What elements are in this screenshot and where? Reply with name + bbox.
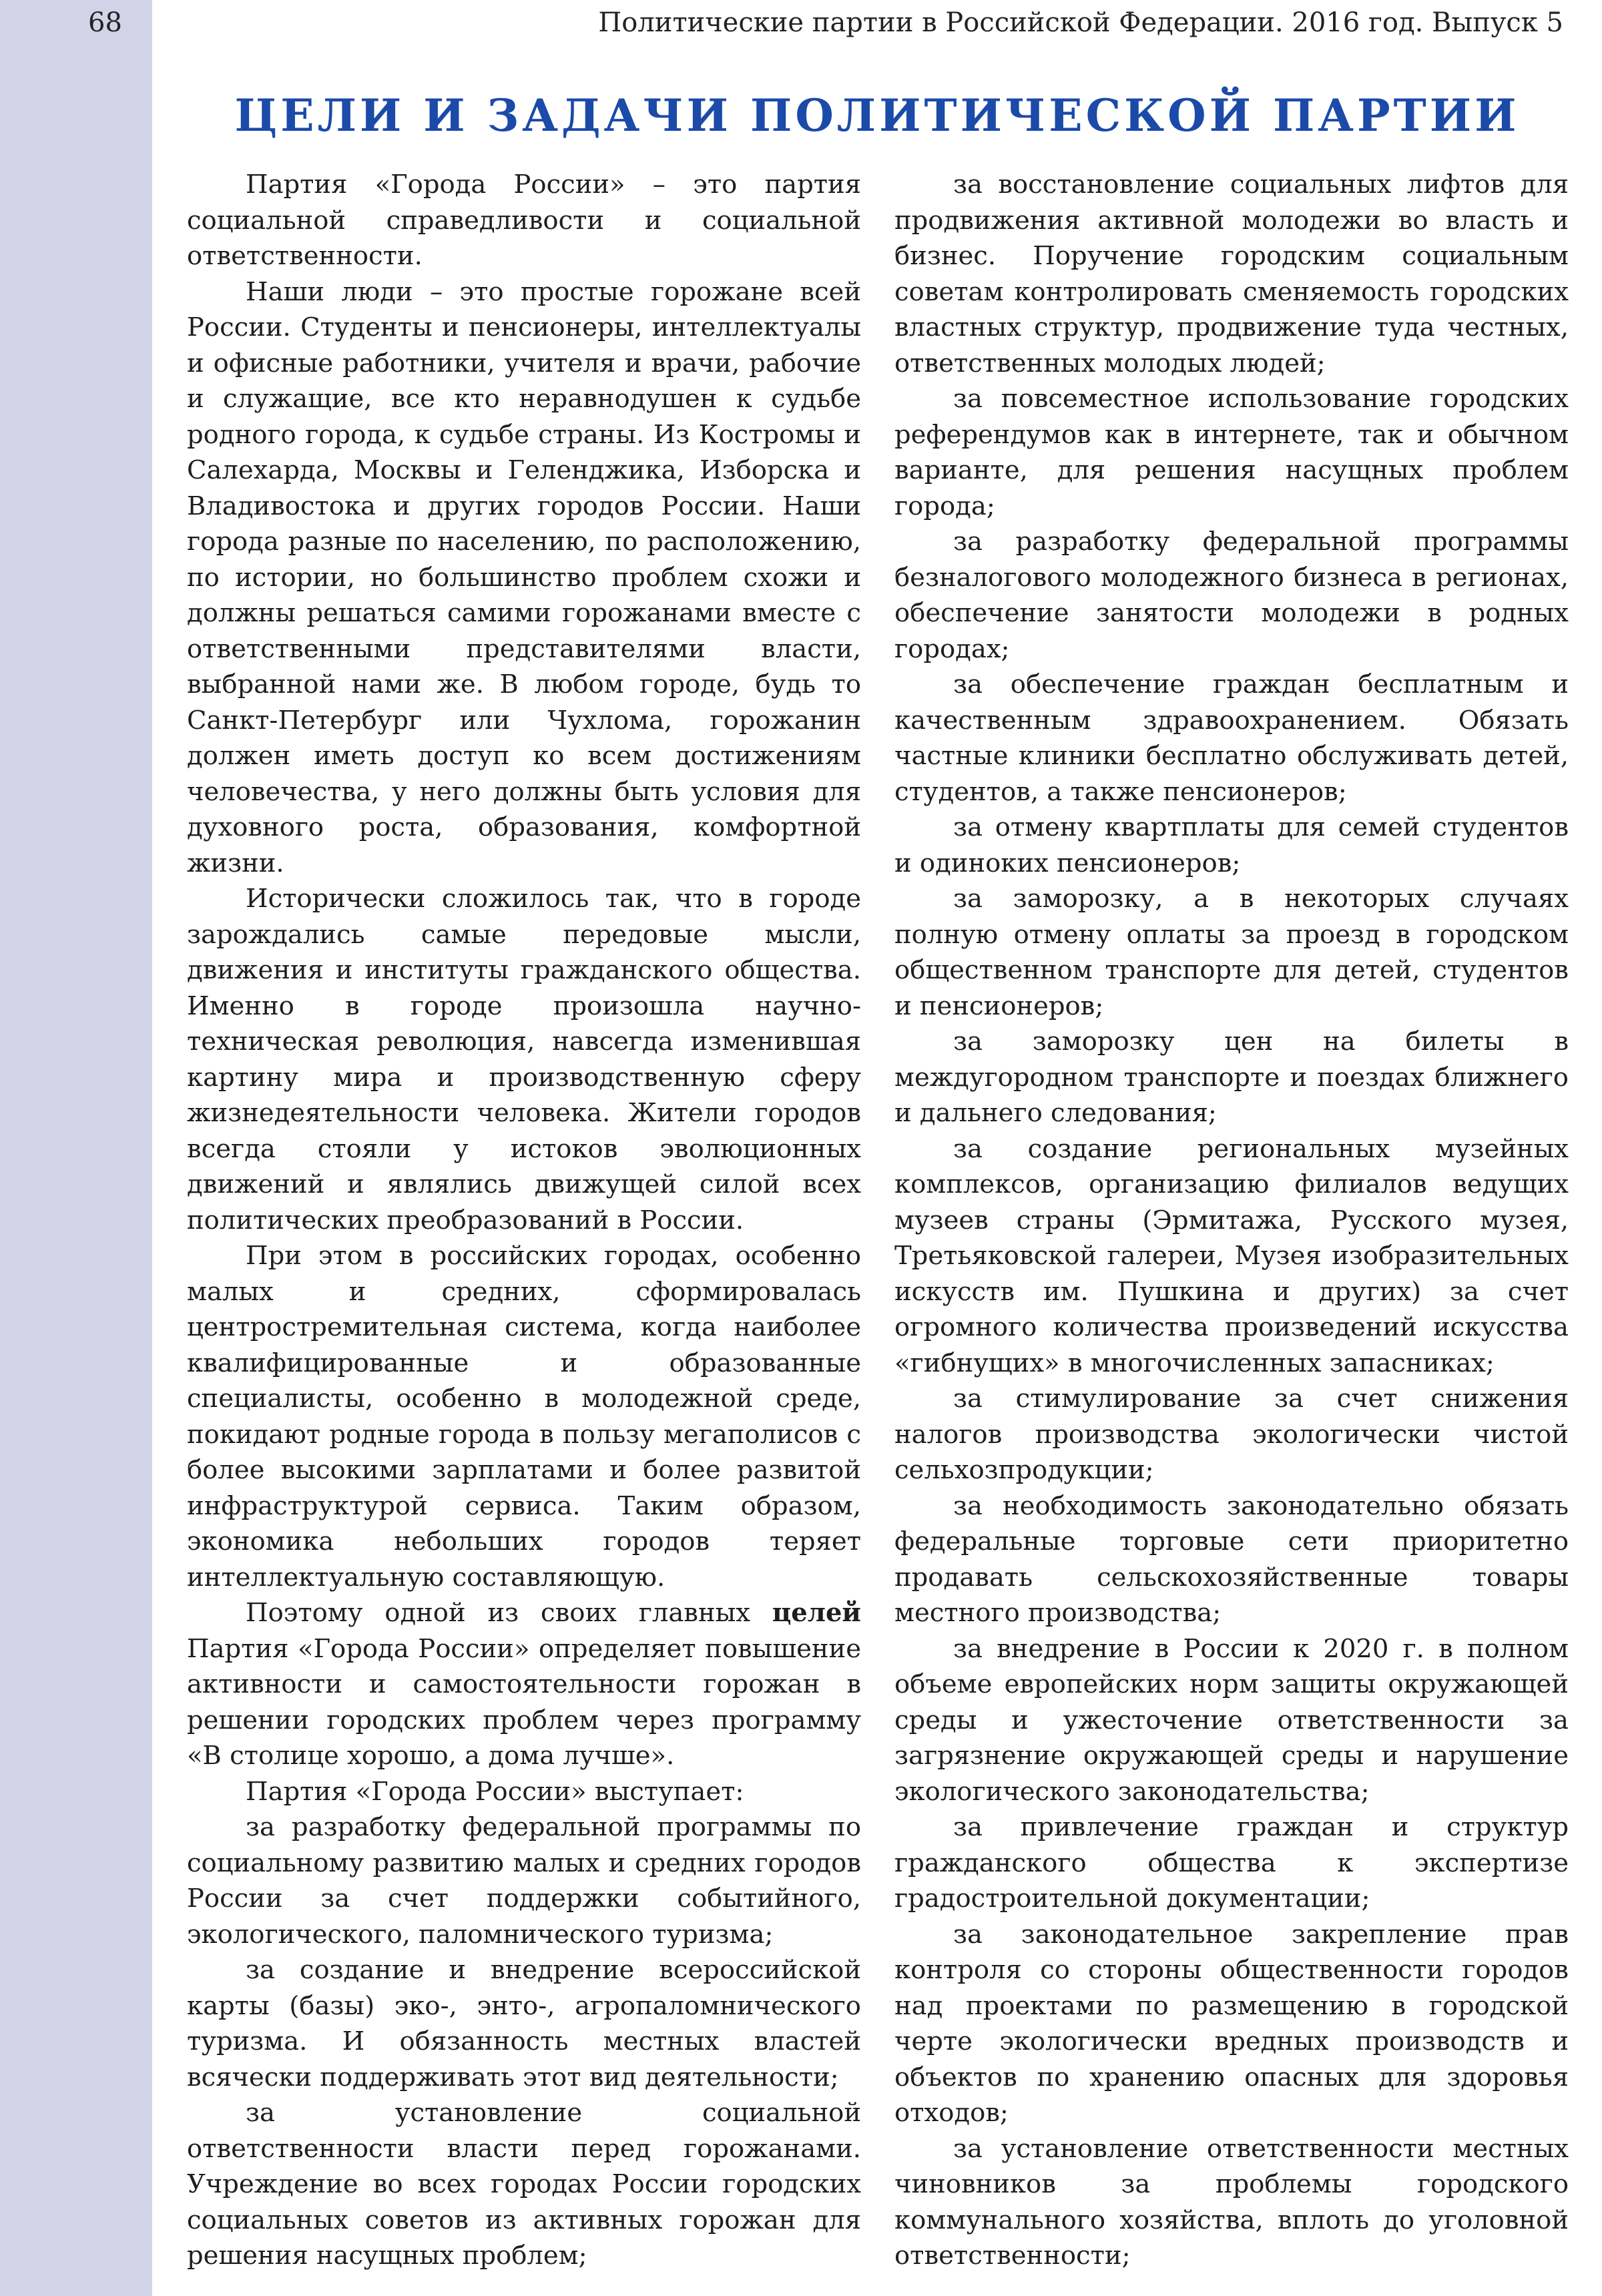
list-item: за заморозку цен на билеты в междугородном транспорте и поездах ближнего и дальнего следования;	[894, 1027, 1569, 1128]
list-item: за отмену квартплаты для семей студентов и одиноких пенсионеров;	[894, 812, 1569, 878]
list-item: за установление ответственности местных чиновников за проблемы городского коммунального хозяйства, вплоть до уголовной ответственности;	[894, 2133, 1569, 2271]
paragraph: Исторически сложилось так, что в городе зарождались самые передовые мысли, движения и институты гражданского общества. Именно в городе произошла научно-техническая революция, навсегда изменившая картину мира и производственную сферу жизнедеятельности человека. Жители городов всегда стояли у истоков эволюционных движений и являлись движущей силой всех политических преобразований в России.	[187, 884, 861, 1235]
paragraph: При этом в российских городах, особенно малых и средних, сформировалась центростремительная система, когда наиболее квалифицированные и образованные специалисты, особенно в молодежной среде, покидают родные города в пользу мегаполисов с более высокими зарплатами и более развитой инфраструктурой сервиса. Таким образом, экономика небольших городов теряет интеллектуальную составляющую.	[187, 1241, 861, 1593]
left-text-column	[187, 167, 861, 2289]
list-item: за привлечение граждан и структур гражданского общества к экспертизе градостроительной документации;	[894, 1812, 1569, 1914]
right-text-column	[894, 167, 1569, 2289]
list-item: за создание региональных музейных комплексов, организацию филиалов ведущих музеев страны (Эрмитажа, Русского музея, Третьяковской галереи, Музея изобразительных искусств им. Пушкина и других) за счет огромного количества произведений искусства «гибнущих» в многочисленных запасниках;	[894, 1133, 1569, 1378]
paragraph: Партия «Города России» выступает:	[246, 1776, 744, 1807]
list-item: за разработку федеральной программы по социальному развитию малых и средних городов России за счет поддержки событийного, экологического, паломнического туризма;	[187, 1812, 861, 1950]
list-item: за стимулирование за счет снижения налогов производства экологически чистой сельхозпродукции;	[894, 1384, 1569, 1485]
paragraph-text: Поэтому одной из своих главных	[246, 1598, 772, 1628]
list-item: за заморозку, а в некоторых случаях полную отмену оплаты за проезд в городском общественном транспорте для детей, студентов и пенсионеров;	[894, 884, 1569, 1021]
list-item: за законодательное закрепление прав контроля со стороны общественности городов над проектами по размещению в городской черте экологически вредных производств и объектов по хранению опасных для здоровья отходов;	[894, 1919, 1569, 2128]
paragraph: Партия «Города России» – это партия социальной справедливости и социальной ответственности.	[187, 170, 861, 271]
page-number: 68	[88, 7, 122, 38]
paragraph: Наши люди – это простые горожане всей России. Студенты и пенсионеры, интеллектуалы и офисные работники, учителя и врачи, рабочие и служащие, все кто неравнодушен к судьбе родного города, к судьбе страны. Из Костромы и Салехарда, Москвы и Геленджика, Изборска и Владивостока и других городов России. Наши города разные по населению, по расположению, по истории, но большинство проблем схожи и должны решаться самими горожанами вместе с ответственными представителями власти, выбранной нами же. В любом городе, будь то Санкт-Петербург или Чухлома, горожанин должен иметь доступ ко всем достижениям человечества, у него должны быть условия для духовного роста, образования, комфортной жизни.	[187, 276, 861, 878]
list-item: за разработку федеральной программы безналогового молодежного бизнеса в регионах, обеспечение занятости молодежи в родных городах;	[894, 527, 1569, 664]
paragraph-goals	[187, 1595, 861, 1774]
list-item: за создание и внедрение всероссийской карты (базы) эко-, энто-, агропаломнического туризма. И обязанность местных властей всячески поддерживать этот вид деятельности;	[187, 1955, 861, 2092]
page-title: ЦЕЛИ И ЗАДАЧИ ПОЛИТИЧЕСКОЙ ПАРТИИ	[234, 89, 1520, 141]
list-item: за восстановление социальных лифтов для продвижения активной молодежи во власть и бизнес. Поручение городским социальным советам контролировать сменяемость городских властных структур, продвижение туда честных, ответственных молодых людей;	[894, 170, 1569, 378]
list-item: за внедрение в России к 2020 г. в полном объеме европейских норм защиты окружающей среды и ужесточение ответственности за загрязнение окружающей среды и нарушение экологического законодательства;	[894, 1633, 1569, 1807]
bold-term-goals: целей	[772, 1598, 861, 1628]
running-header: Политические партии в Российской Федерации. 2016 год. Выпуск 5	[598, 7, 1563, 38]
list-item: за необходимость законодательно обязать федеральные торговые сети приоритетно продавать сельскохозяйственные товары местного производства;	[894, 1490, 1569, 1628]
page-side-band	[0, 0, 152, 2296]
list-item: за установление социальной ответственности власти перед горожанами. Учреждение во всех городах России городских социальных советов из активных горожан для решения насущных проблем;	[187, 2098, 861, 2271]
paragraph-text: Партия «Города России» определяет повышение активности и самостоятельности горожан в решении городских проблем через программу «В столице хорошо, а дома лучше».	[187, 1633, 861, 1771]
list-item: за повсеместное использование городских референдумов как в интернете, так и обычном варианте, для решения насущных проблем города;	[894, 384, 1569, 521]
list-item: за обеспечение граждан бесплатным и качественным здравоохранением. Обязать частные клиники бесплатно обслуживать детей, студентов, а также пенсионеров;	[894, 669, 1569, 807]
